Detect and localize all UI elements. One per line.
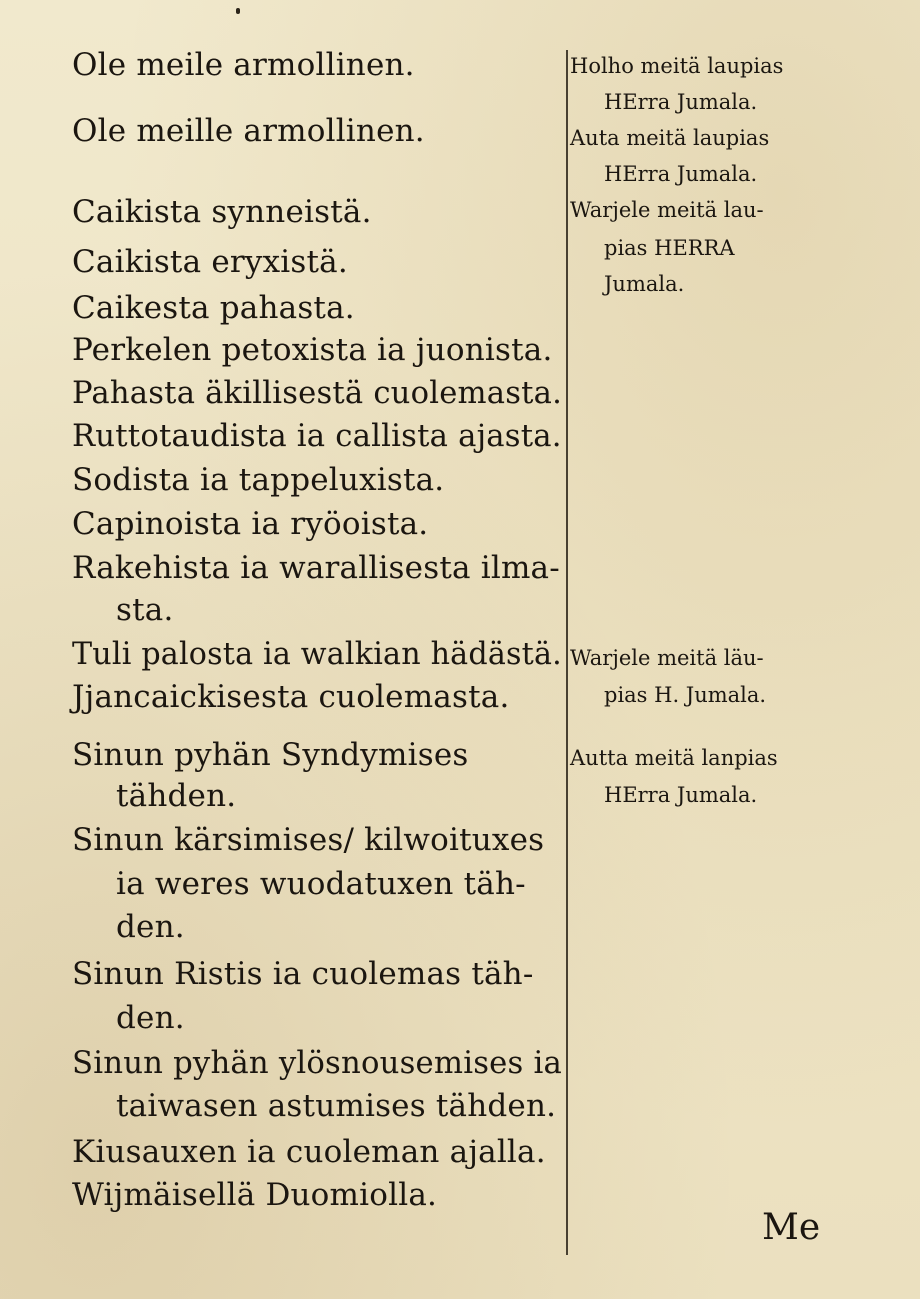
response-line: pias H. Jumala. (604, 683, 767, 707)
litany-line: taiwasen astumises tähden. (116, 1088, 557, 1124)
litany-line: Ole meile armollinen. (72, 47, 415, 83)
response-line: Warjele meitä lau- (570, 198, 764, 222)
ink-mark (236, 8, 240, 14)
column-divider (566, 50, 568, 1255)
litany-line: Caikista synneistä. (72, 194, 372, 230)
response-line: HErra Jumala. (604, 90, 758, 114)
litany-line: den. (116, 909, 185, 945)
litany-line: sta. (116, 592, 174, 628)
litany-line: Kiusauxen ia cuoleman ajalla. (72, 1134, 546, 1170)
litany-line: Sinun Ristis ia cuolemas täh- (72, 956, 534, 992)
response-line: Autta meitä lanpias (570, 746, 778, 770)
litany-line: Jjancaickisesta cuolemasta. (72, 679, 510, 715)
response-line: Jumala. (604, 272, 685, 296)
litany-line: Wijmäisellä Duomiolla. (72, 1177, 438, 1213)
litany-line: Sinun kärsimises/ kilwoituxes (72, 822, 545, 858)
litany-line: den. (116, 1000, 185, 1036)
litany-line: Perkelen petoxista ia juonista. (72, 332, 553, 368)
catchword: Me (762, 1207, 821, 1248)
litany-line: Ole meille armollinen. (72, 113, 425, 149)
litany-line: ia weres wuodatuxen täh- (116, 866, 526, 902)
litany-line: Caikista eryxistä. (72, 244, 348, 280)
litany-line: Pahasta äkillisestä cuolemasta. (72, 375, 563, 411)
litany-line: Tuli palosta ia walkian hädästä. (72, 636, 562, 672)
response-line: Auta meitä laupias (570, 126, 770, 150)
litany-line: Caikesta pahasta. (72, 290, 355, 326)
response-line: Holho meitä laupias (570, 54, 784, 78)
litany-line: Sinun pyhän Syndymises (72, 737, 469, 773)
litany-line: Sinun pyhän ylösnousemises ia (72, 1045, 562, 1081)
response-line: HErra Jumala. (604, 783, 758, 807)
litany-line: tähden. (116, 778, 237, 814)
response-line: Warjele meitä läu- (570, 646, 764, 670)
response-line: HErra Jumala. (604, 162, 758, 186)
response-line: pias HERRA (604, 236, 735, 260)
litany-line: Capinoista ia ryöoista. (72, 506, 429, 542)
litany-line: Sodista ia tappeluxista. (72, 462, 445, 498)
litany-line: Rakehista ia warallisesta ilma- (72, 550, 560, 586)
litany-line: Ruttotaudista ia callista ajasta. (72, 418, 562, 454)
